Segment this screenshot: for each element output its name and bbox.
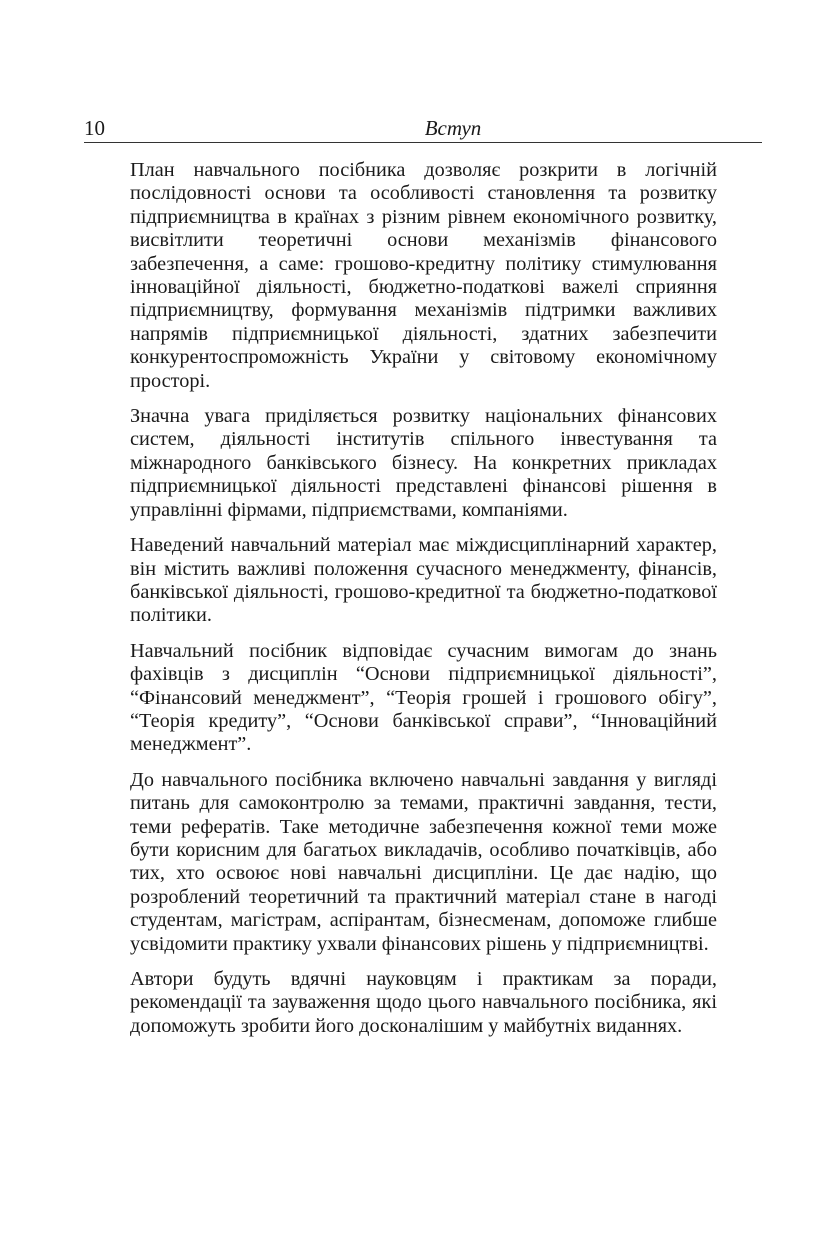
body-text [130,159,717,1038]
running-title: Вступ [424,116,482,140]
paragraph-financial-systems: Значна увага приділяється розвитку національних фінансових систем, діяльності інститутів спільного інвестування та міжнародного банківського бізнесу. На конкретних прикладах підприємницької діяльності представлені фінансові рішення в управлінні фірмами, підприємствами, компаніями. [130,405,717,521]
paragraph-acknowledgement: Автори будуть вдячні науковцям і практикам за поради, рекомендації та зауваження щодо цього навчального посібника, які допоможуть зробити його досконалішим у майбутніх виданнях. [130,968,717,1037]
paragraph-disciplines: Навчальний посібник відповідає сучасним вимогам до знань фахівців з дисциплін “Основи підприємницької діяльності”, “Фінансовий менеджмент”, “Теорія грошей і грошового обігу”, “Теорія кредиту”, “Основи банківської справи”, “Інноваційний менеджмент”. [130,639,717,756]
page-header [84,112,762,143]
page-number: 10 [84,116,105,140]
paragraph-assignments: До навчального посібника включено навчальні завдання у вигляді питань для самоконтролю за темами, практичні завдання, тести, теми рефератів. Таке методичне забезпечення кожної теми може бути корисним для багатьох викладачів, особливо початківців, або тих, хто освоює нові навчальні дисципліни. Це дає надію, що розроблений теоретичний та практичний матеріал стане в нагоді студентам, магістрам, аспірантам, бізнесменам, допоможе глибше усвідомити практику ухвали фінансових рішень у підприємництві. [130,768,717,955]
paragraph-interdisciplinary: Наведений навчальний матеріал має міждисциплінарний характер, він містить важливі положення сучасного менеджменту, фінансів, банківської діяльності, грошово-кредитної та бюджетно-податкової політики. [130,534,717,627]
paragraph-plan: План навчального посібника дозволяє розкрити в логічній послідовності основи та особливості становлення та розвитку підприємництва в країнах з різним рівнем економічного розвитку, висвітлити теоретичні основи механізмів фінансового забезпечення, а саме: грошово-кредитну політику стимулювання інноваційної діяльності, бюджетно-податкові важелі сприяння підприємництву, формування механізмів підтримки важливих напрямів підприємницької діяльності, здатних забезпечити конкурентоспроможність України у світовому економічному просторі. [130,159,717,392]
